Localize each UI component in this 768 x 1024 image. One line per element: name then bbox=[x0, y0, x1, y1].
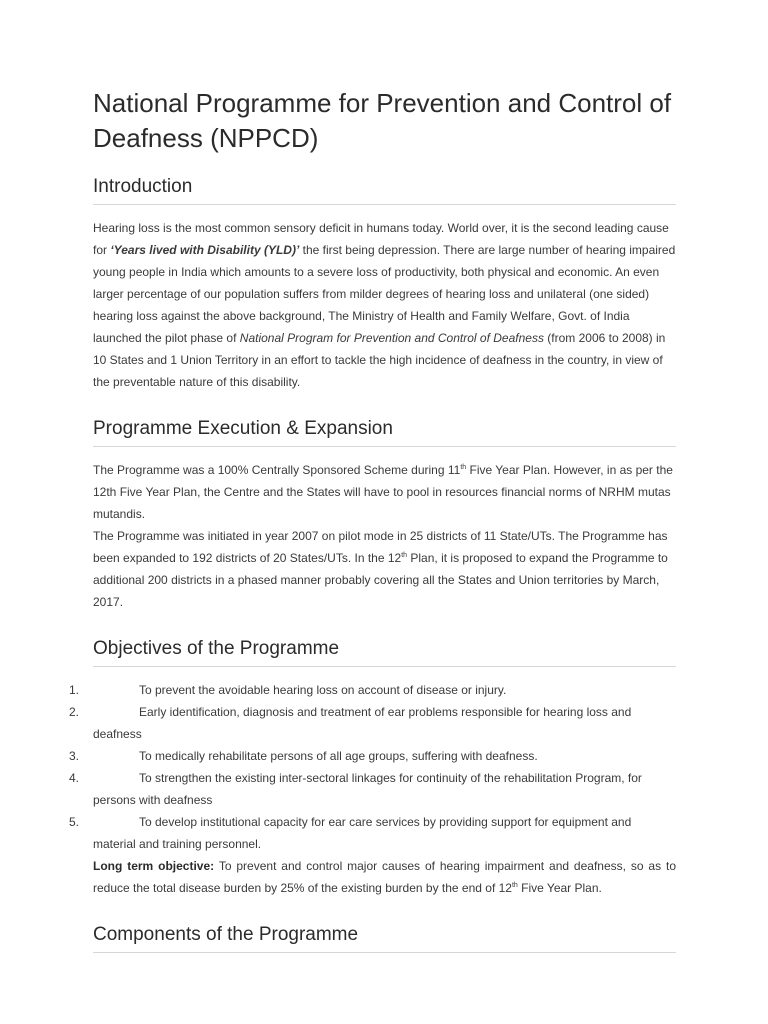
list-item-text: Early identification, diagnosis and treatment of ear problems responsible for hearing loss and deafness bbox=[93, 705, 632, 741]
execution-text-2: Five Year Plan. However, in as per the 12th Five Year Plan, the Centre and the States will have to pool in resources financial norms of NRHM mutas mutandis. bbox=[93, 463, 673, 521]
list-item bbox=[69, 767, 676, 811]
introduction-section bbox=[93, 174, 676, 393]
objectives-heading: Objectives of the Programme bbox=[93, 636, 676, 667]
components-heading: Components of the Programme bbox=[93, 922, 676, 953]
long-term-label: Long term objective: bbox=[93, 859, 215, 873]
introduction-heading: Introduction bbox=[93, 174, 676, 205]
execution-text-3: The Programme was initiated in year 2007 on pilot mode in 25 districts of 11 State/UTs. The Programme has been expanded to 192 districts of 20 States/UTs. In the 12 bbox=[93, 529, 668, 565]
components-section bbox=[93, 922, 676, 953]
document-page bbox=[69, 86, 677, 953]
execution-paragraph-2 bbox=[93, 525, 676, 613]
intro-program-name: National Program for Prevention and Control of Deafness bbox=[239, 331, 544, 345]
list-number: 3. bbox=[69, 749, 80, 763]
page-title: National Programme for Prevention and Control of Deafness (NPPCD) bbox=[93, 88, 672, 153]
list-number: 5. bbox=[69, 815, 80, 829]
execution-sup-1: th bbox=[460, 464, 467, 471]
long-term-text-1: To prevent and control major causes of hearing impairment and deafness, so as to reduce the total disease burden by 25% of the existing burden by the end of 12 bbox=[93, 859, 677, 895]
list-item-text: To develop institutional capacity for ear care services by providing support for equipment and material and training personnel. bbox=[93, 815, 632, 851]
execution-section bbox=[93, 416, 676, 613]
objectives-section bbox=[69, 636, 677, 899]
list-number: 4. bbox=[69, 771, 80, 785]
list-number: 1. bbox=[69, 683, 80, 697]
intro-yld-emphasis: ‘Years lived with Disability (YLD)’ bbox=[110, 243, 300, 257]
long-term-sup: th bbox=[511, 882, 518, 889]
intro-text-3: (from 2006 to 2008) in 10 States and 1 Union Territory in an effort to tackle the high incidence of deafness in the country, in view of the preventable nature of this disability. bbox=[93, 331, 666, 389]
list-item-text: To strengthen the existing inter-sectoral linkages for continuity of the rehabilitation Program, for persons with deafness bbox=[93, 771, 642, 807]
list-item-text: To medically rehabilitate persons of all age groups, suffering with deafness. bbox=[139, 749, 538, 763]
introduction-paragraph bbox=[93, 217, 676, 393]
intro-text-2: the first being depression. There are large number of hearing impaired young people in India which amounts to a severe loss of productivity, both physical and economic. An even larger percentage of our population suffers from milder degrees of hearing loss and unilateral (one sided) hearing loss against the above background, The Ministry of Health and Family Welfare, Govt. of India launched the pilot phase of bbox=[93, 243, 676, 345]
list-item-text: To prevent the avoidable hearing loss on account of disease or injury. bbox=[139, 683, 507, 697]
list-item bbox=[69, 701, 676, 745]
list-item bbox=[69, 679, 676, 701]
list-number: 2. bbox=[69, 705, 80, 719]
execution-text-1: The Programme was a 100% Centrally Sponsored Scheme during 11 bbox=[93, 463, 461, 477]
execution-paragraph-1 bbox=[93, 459, 676, 525]
execution-text-4: Plan, it is proposed to expand the Programme to additional 200 districts in a phased manner probably covering all the States and Union territories by March, 2017. bbox=[93, 551, 668, 609]
list-item bbox=[69, 745, 676, 767]
list-item bbox=[69, 811, 676, 855]
long-term-objective bbox=[93, 855, 676, 899]
execution-sup-2: th bbox=[401, 552, 408, 559]
long-term-text-2: Five Year Plan. bbox=[517, 881, 602, 895]
intro-text-1: Hearing loss is the most common sensory deficit in humans today. World over, it is the second leading cause for bbox=[93, 221, 669, 257]
execution-heading: Programme Execution & Expansion bbox=[93, 416, 676, 447]
objectives-list bbox=[69, 679, 676, 855]
